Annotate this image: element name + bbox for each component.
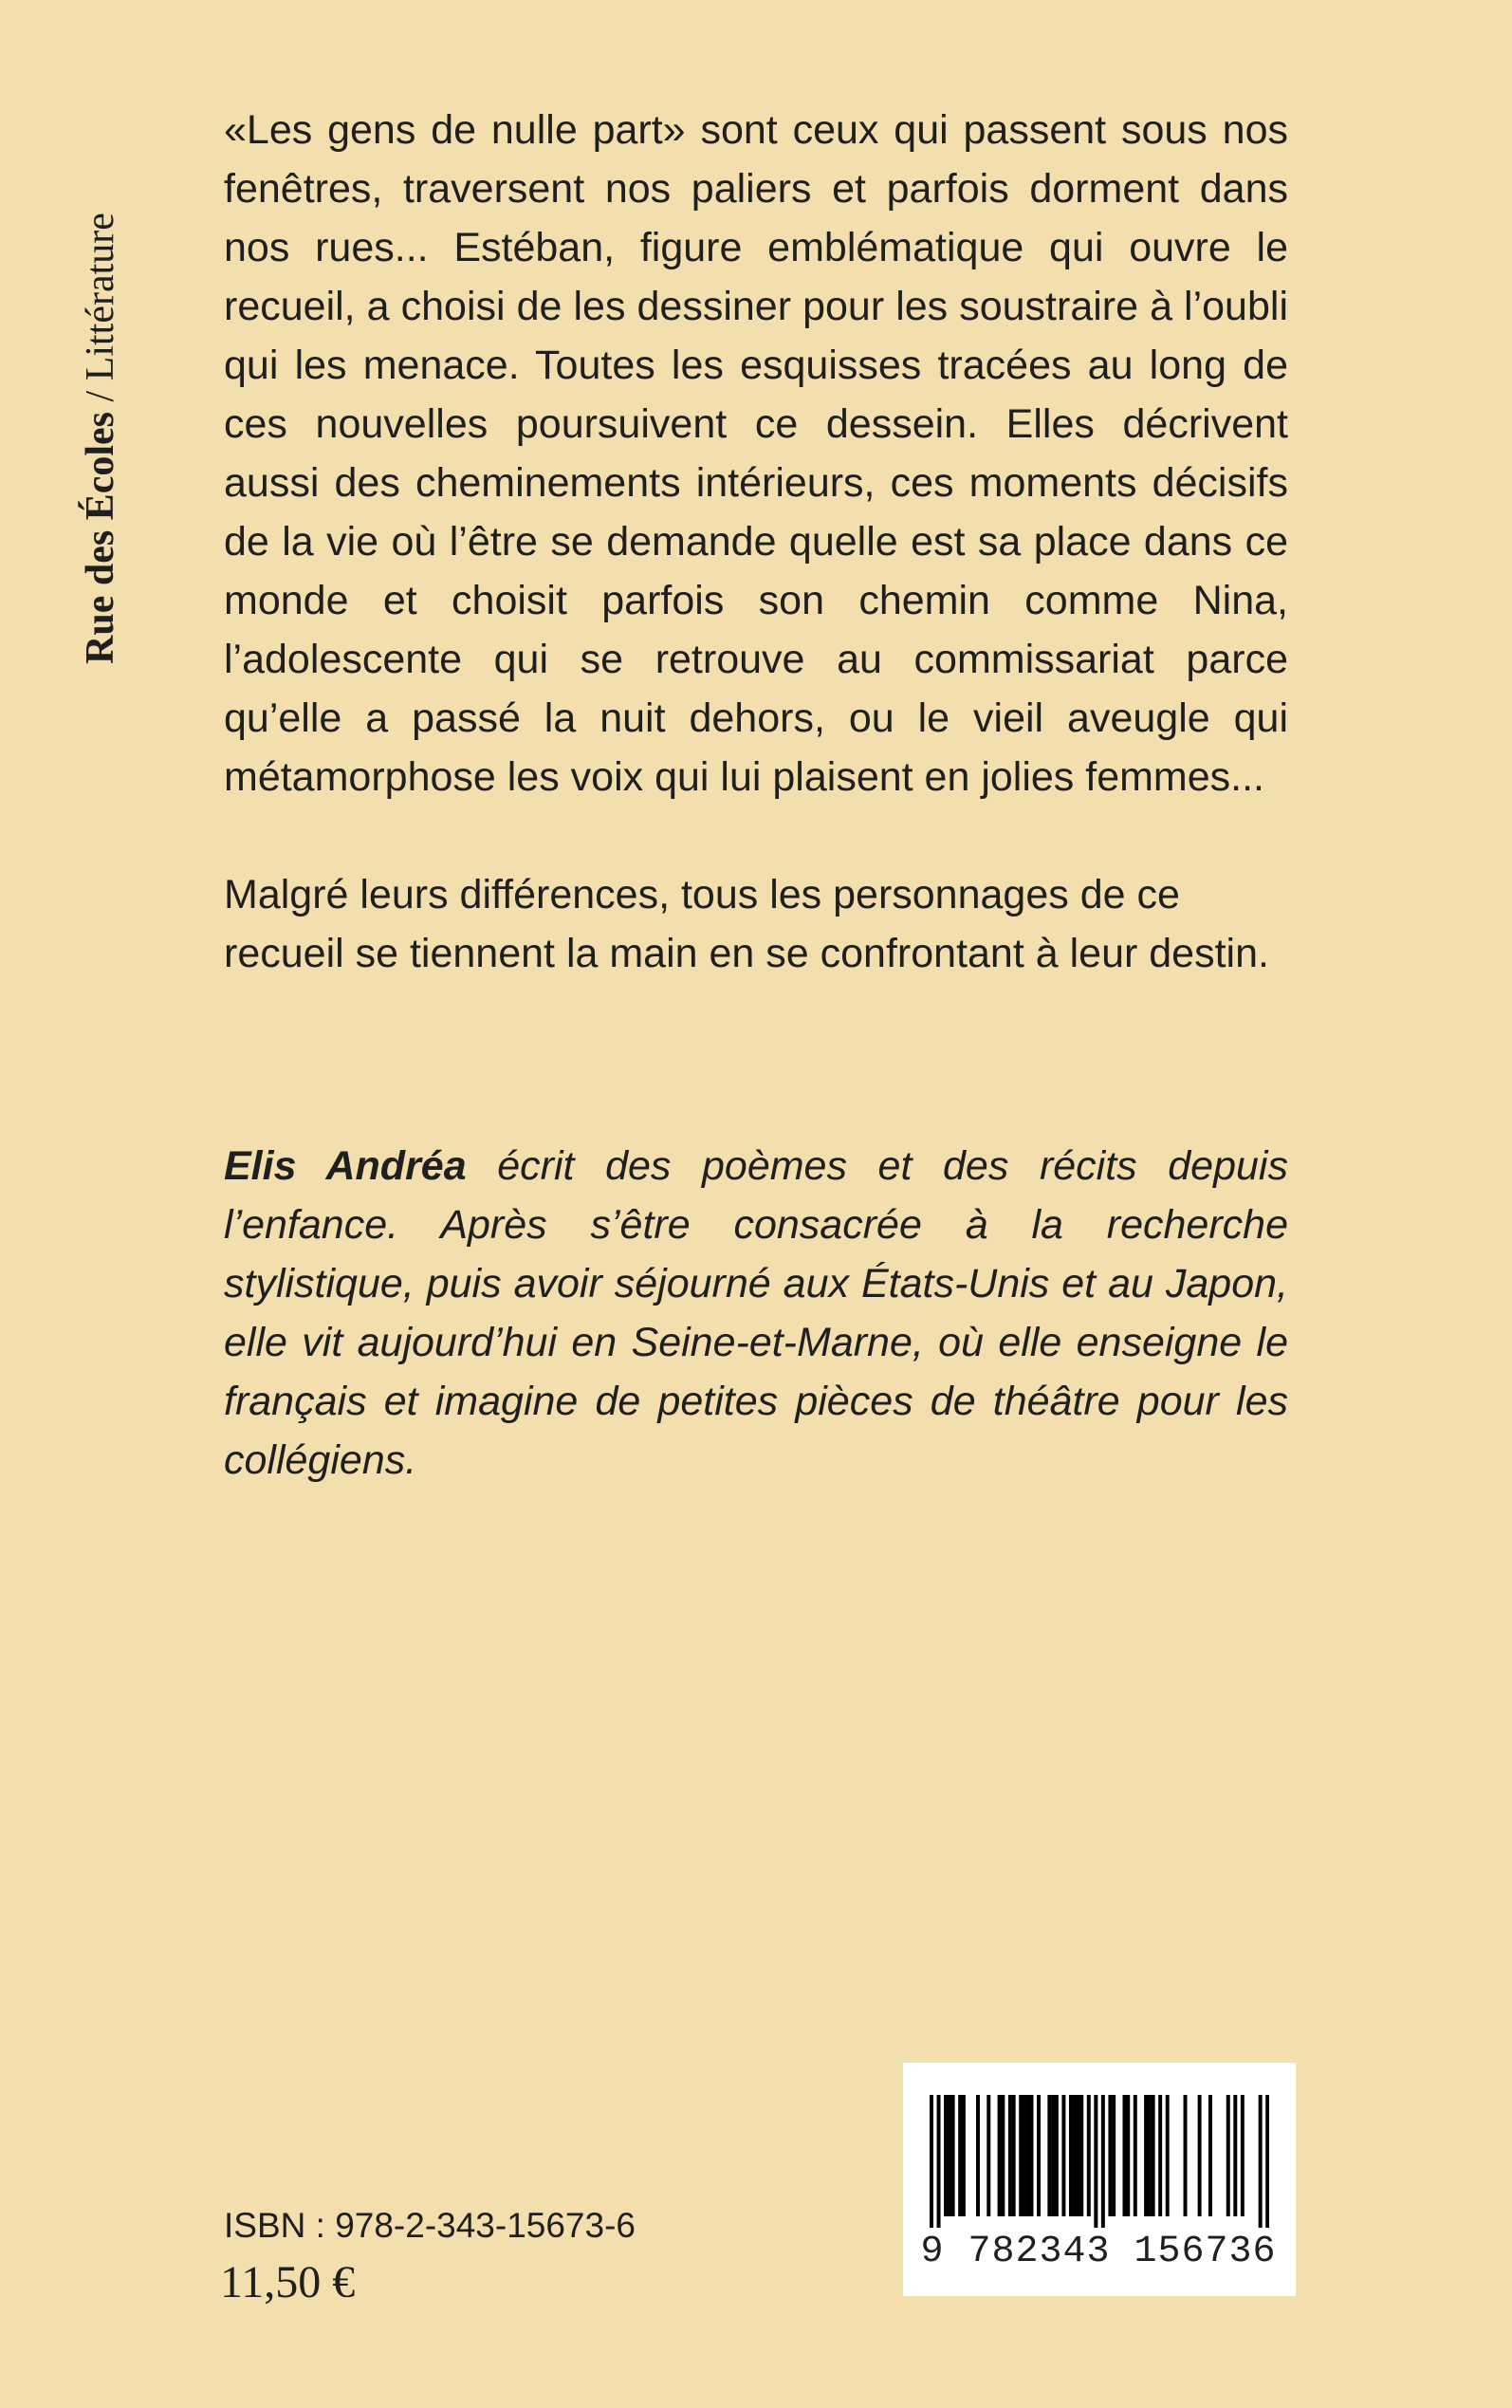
barcode-bar: [1061, 2095, 1065, 2216]
barcode-bar: [1019, 2095, 1023, 2216]
isbn-number: ISBN : 978-2-343-15673-6: [224, 2206, 636, 2245]
barcode-bar: [1241, 2095, 1245, 2216]
barcode-bar: [1026, 2095, 1030, 2216]
barcode-bar: [1047, 2095, 1051, 2216]
barcode-bar: [1134, 2095, 1137, 2216]
barcode-bar: [1126, 2095, 1130, 2216]
series-name: Rue des Écoles: [79, 412, 122, 664]
barcode: [903, 2063, 1296, 2296]
barcode-guard-bar: [930, 2095, 933, 2228]
book-price: 11,50 €: [220, 2257, 356, 2307]
barcode-bar: [1030, 2095, 1034, 2216]
barcode-bar: [948, 2095, 951, 2216]
barcode-bar: [1077, 2095, 1080, 2216]
barcode-bar: [1037, 2095, 1041, 2216]
barcode-bar: [951, 2095, 955, 2216]
barcode-bar: [1079, 2095, 1083, 2216]
barcode-guard-bar: [1265, 2095, 1269, 2228]
barcode-bar: [1144, 2095, 1148, 2216]
synopsis-paragraph-1: «Les gens de nulle part» sont ceux qui passent sous nos fenêtres, traversent nos paliers et parfois dorment dans nos rues... Estéban, figure emblématique qui ouvre le recueil, a choisi de les dessiner pour les soustraire à l’oubli qui les menace. Toutes les esquisses tracées au long de ces nouvelles poursuivent ce dessein. Elles décrivent aussi des cheminements intérieurs, ces moments décisifs de la vie où l’être se demande quelle est sa place dans ce monde et choisit parfois son chemin comme Nina, l’adolescente qui se retrouve au commissariat parce qu’elle a passé la nuit dehors, ou le vieil aveugle qui métamorphose les voix qui lui plaisent en jolies femmes...: [224, 107, 1288, 800]
genre-name: Littérature: [79, 213, 122, 381]
barcode-bar: [1148, 2095, 1152, 2216]
barcode-bar: [1023, 2095, 1026, 2216]
barcode-digits: 9 782343 156736: [920, 2231, 1277, 2273]
barcode-bar: [998, 2095, 1002, 2216]
series-separator: /: [79, 380, 122, 412]
barcode-bar: [962, 2095, 966, 2216]
barcode-bar: [1152, 2095, 1155, 2216]
barcode-bar: [1108, 2095, 1112, 2216]
barcode-bar: [944, 2095, 948, 2216]
barcode-bar: [1008, 2095, 1012, 2216]
barcode-bar: [1112, 2095, 1116, 2216]
author-name: Elis Andréa: [224, 1143, 467, 1189]
barcode-bars-graphic: [930, 2095, 1269, 2228]
barcode-bar: [1073, 2095, 1077, 2216]
barcode-guard-bar: [1259, 2095, 1263, 2228]
barcode-bar: [1158, 2095, 1162, 2216]
author-biography: [224, 1137, 1288, 1490]
barcode-bar: [976, 2095, 980, 2216]
barcode-bar: [1198, 2095, 1202, 2216]
barcode-bar: [1012, 2095, 1016, 2216]
biography-text: écrit des poèmes et des récits depuis l’enfance. Après s’être consacrée à la recherche stylistique, puis avoir séjourné aux États-Unis et au Japon, elle vit aujourd’hui en Seine-et-Marne, où elle enseigne le français et imagine de petites pièces de théâtre pour les collégiens.: [224, 1143, 1288, 1483]
barcode-bar: [1166, 2095, 1170, 2216]
barcode-bar: [1208, 2095, 1212, 2216]
barcode-bar: [1226, 2095, 1230, 2216]
barcode-bar: [1001, 2095, 1005, 2216]
barcode-guard-bar: [1094, 2095, 1097, 2228]
barcode-bar: [958, 2095, 962, 2216]
barcode-bar: [1233, 2095, 1237, 2216]
barcode-bar: [1051, 2095, 1055, 2216]
barcode-guard-bar: [937, 2095, 941, 2228]
barcode-bar: [986, 2095, 990, 2216]
barcode-bar: [1184, 2095, 1188, 2216]
barcode-bar: [1069, 2095, 1073, 2216]
barcode-bar: [1055, 2095, 1059, 2216]
book-synopsis: [224, 101, 1288, 983]
synopsis-paragraph-2: Malgré leurs différences, tous les personnages de ce recueil se tiennent la main en se confrontant à leur destin.: [224, 872, 1269, 976]
barcode-guard-bar: [1101, 2095, 1105, 2228]
spine-series-label: [72, 95, 129, 664]
barcode-bar: [1087, 2095, 1091, 2216]
barcode-bar: [1122, 2095, 1126, 2216]
